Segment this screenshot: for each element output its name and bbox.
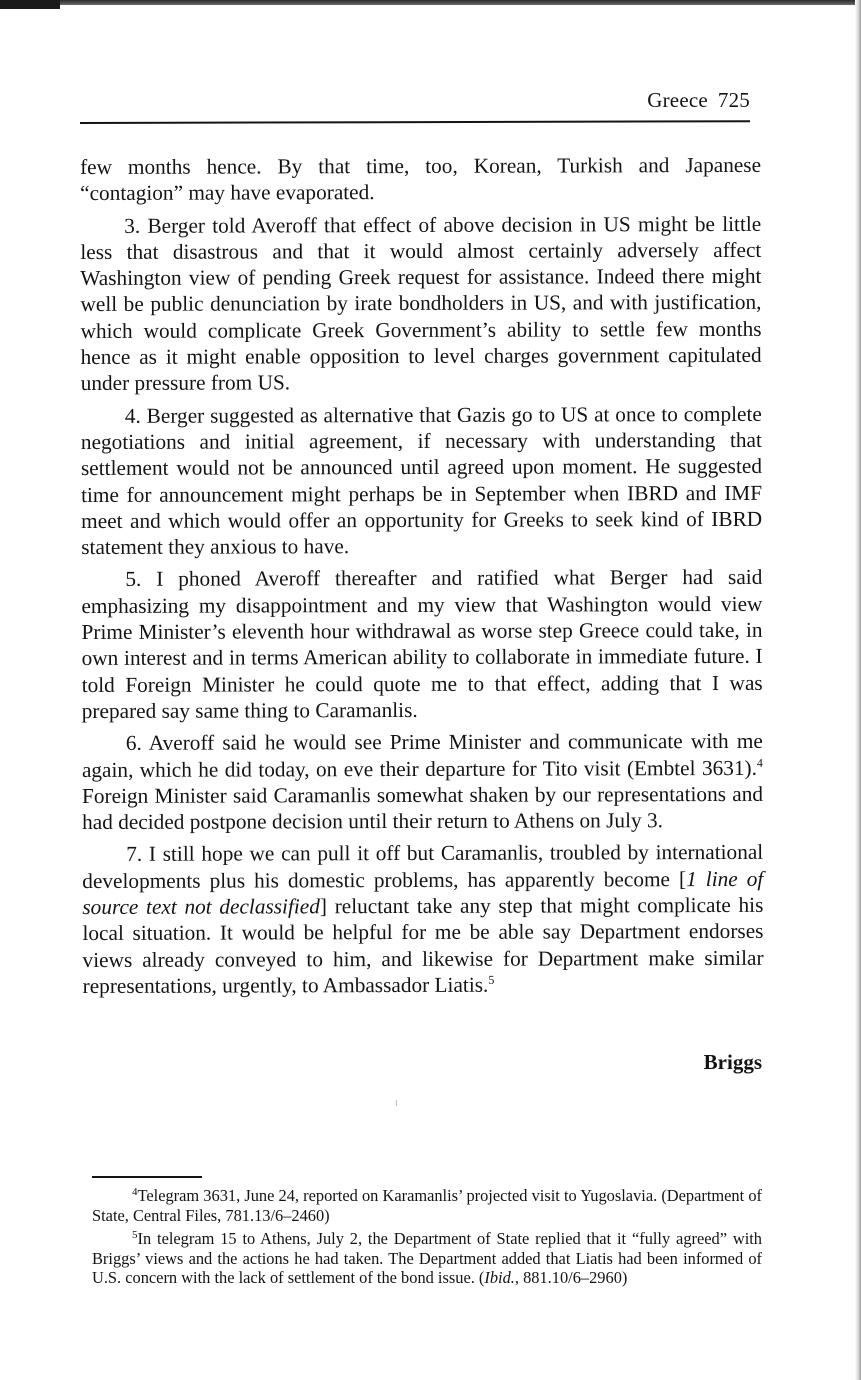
footnotes (92, 1186, 762, 1292)
scan-edge-right (855, 0, 861, 1380)
footnote-4-text: Telegram 3631, June 24, reported on Karamanlis’ projected visit to Yugoslavia. (Department of State, Central Files, 781.13/6–2460) (92, 1186, 762, 1225)
paragraph-3: 3. Berger told Averoff that effect of above decision in US might be little less that disastrous and that it would almost certainly adversely affect Washington view of pending Greek request for assistance. Indeed there might well be public denunciation by irate bondholders in US, and with justification, which would complicate Greek Government’s ability to settle few months hence as it might enable opposition to level charges government capitulated under pressure from US. (80, 211, 762, 396)
paragraph-6-text-a: 6. Averoff said he would see Prime Minister and communicate with me again, which he did today, on eve their departure for Tito visit (Embtel 3631). (81, 729, 763, 782)
footnote-5-mark: 5 (132, 1229, 138, 1242)
paragraph-5: 5. I phoned Averoff thereafter and ratified what Berger had said emphasizing my disappointment and my view that Washington would view Prime Minister’s eleventh hour withdrawal as worse step Greece could take, in own interest and in terms American ability to collaborate in immediate future. I told Foreign Minister he could quote me to that effect, adding that I was prepared say same thing to Caramanlis. (81, 565, 763, 723)
footnote-5-tail: , 881.10/6–2960) (514, 1268, 628, 1288)
running-head-section: Greece (647, 88, 708, 112)
footnote-4 (92, 1186, 762, 1225)
scan-edge-top (0, 0, 861, 5)
scan-fleck (396, 1100, 397, 1106)
page-number: 725 (717, 88, 750, 112)
footnote-rule (92, 1176, 202, 1178)
footnote-5-ibid: Ibid. (484, 1268, 515, 1288)
footnote-5 (92, 1229, 762, 1288)
paragraph-7-text-b: ] reluctant take any step that might complicate his local situation. It would be helpful for me be able say Department endorses views already conveyed to him, and likewise for Department make similar representations, urgently, to Ambassador Liatis. (82, 892, 764, 998)
footnote-ref-5: 5 (488, 972, 495, 987)
paragraph-continued: few months hence. By that time, too, Korean, Turkish and Japanese “contagion” may have evaporated. (80, 152, 762, 206)
running-head (80, 88, 750, 113)
paragraph-7-redaction-note: 1 line of source text not declassified (82, 866, 764, 920)
footnote-ref-4: 4 (756, 755, 763, 770)
paragraph-6 (82, 728, 763, 835)
paragraph-6-text-b: Foreign Minister said Caramanlis somewhat shaken by our representations and had decided postpone decision until their return to Athens on July 3. (81, 781, 764, 835)
paragraph-7 (82, 839, 763, 999)
footnote-5-text: In telegram 15 to Athens, July 2, the Department of State replied that it “fully agreed” with Briggs’ views and the actions he had taken. The Department added that Liatis had been informed of U.S. concern with the lack of settlement of the bond issue. ( (92, 1229, 762, 1288)
footnote-4-mark: 4 (132, 1186, 138, 1198)
body-text (80, 152, 764, 999)
signature: Briggs (703, 1050, 762, 1074)
header-rule (80, 120, 750, 124)
paragraph-7-text-a: 7. I still hope we can pull it off but Caramanlis, troubled by international developments plus his domestic problems, has apparently become [ (82, 840, 764, 893)
paragraph-4: 4. Berger suggested as alternative that Gazis go to US at once to complete negotiations and initial agreement, if necessary with understanding that settlement would not be announced until agreed upon moment. He suggested time for announcement might perhaps be in September when IBRD and IMF meet and which would offer an opportunity for Greeks to seek kind of IBRD statement they anxious to have. (80, 401, 763, 560)
